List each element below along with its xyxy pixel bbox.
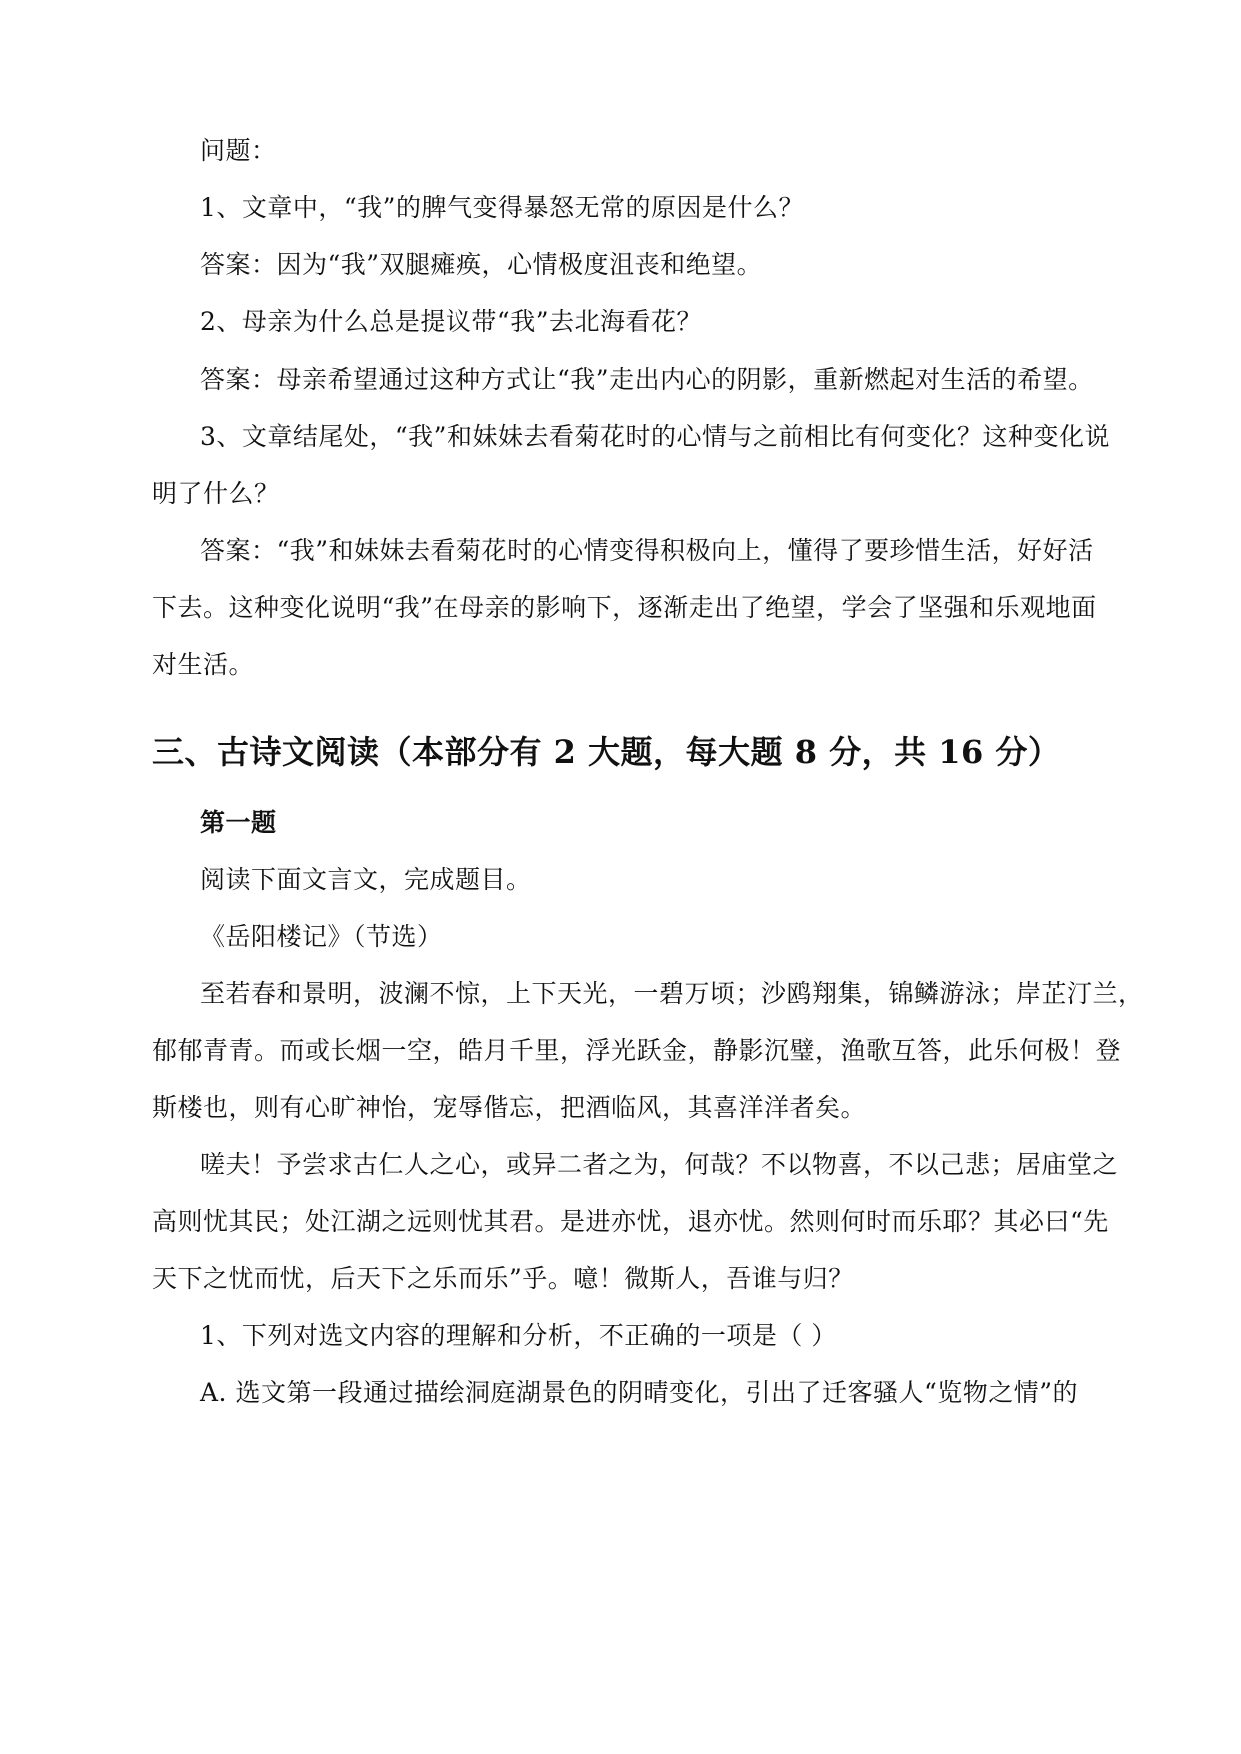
- passage-source: 《岳阳楼记》（节选）: [200, 922, 443, 951]
- answer-3-line-1: 答案：“我”和妹妹去看菊花时的心情变得积极向上，懂得了要珍惜生活，好好活: [200, 536, 1094, 565]
- passage-paragraph-2-line-2: 高则忧其民；处江湖之远则忧其君。是进亦忧，退亦忧。然则何时而乐耶？其必曰“先: [152, 1207, 1109, 1236]
- question-2: 2、母亲为什么总是提议带“我”去北海看花？: [200, 307, 702, 336]
- answer-2: 答案：母亲希望通过这种方式让“我”走出内心的阴影，重新燃起对生活的希望。: [200, 365, 1094, 394]
- answer-3-line-2: 下去。这种变化说明“我”在母亲的影响下，逐渐走出了绝望，学会了坚强和乐观地面: [152, 593, 1097, 622]
- passage-paragraph-1-line-1: 至若春和景明，波澜不惊，上下天光，一碧万顷；沙鸥翔集，锦鳞游泳；岸芷汀兰，: [200, 979, 1144, 1008]
- passage-paragraph-2-line-1: 嗟夫！予尝求古仁人之心，或异二者之为，何哉？不以物喜，不以己悲；居庙堂之: [200, 1150, 1119, 1179]
- question-3-line-2: 明了什么？: [152, 479, 280, 508]
- reading-instruction: 阅读下面文言文，完成题目。: [200, 865, 532, 894]
- first-question-title: 第一题: [200, 808, 277, 837]
- answer-1: 答案：因为“我”双腿瘫痪，心情极度沮丧和绝望。: [200, 250, 763, 279]
- answer-3-line-3: 对生活。: [152, 650, 255, 679]
- option-a-line-1: A. 选文第一段通过描绘洞庭湖景色的阴晴变化，引出了迁客骚人“览物之情”的: [200, 1378, 1079, 1407]
- passage-paragraph-2-line-3: 天下之忧而忧，后天下之乐而乐”乎。噫！微斯人，吾谁与归？: [152, 1264, 854, 1293]
- question-3-line-1: 3、文章结尾处，“我”和妹妹去看菊花时的心情与之前相比有何变化？这种变化说: [200, 422, 1110, 451]
- questions-label: 问题：: [200, 136, 277, 165]
- passage-paragraph-1-line-3: 斯楼也，则有心旷神怡，宠辱偕忘，把酒临风，其喜洋洋者矣。: [152, 1093, 867, 1122]
- item-1: 1、下列对选文内容的理解和分析，不正确的一项是（ ）: [200, 1321, 837, 1350]
- passage-paragraph-1-line-2: 郁郁青青。而或长烟一空，皓月千里，浮光跃金，静影沉璧，渔歌互答，此乐何极！登: [152, 1036, 1122, 1065]
- question-1: 1、文章中，“我”的脾气变得暴怒无常的原因是什么？: [200, 193, 804, 222]
- section-three-heading: 三、古诗文阅读（本部分有 2 大题，每大题 8 分，共 16 分）: [152, 733, 1061, 771]
